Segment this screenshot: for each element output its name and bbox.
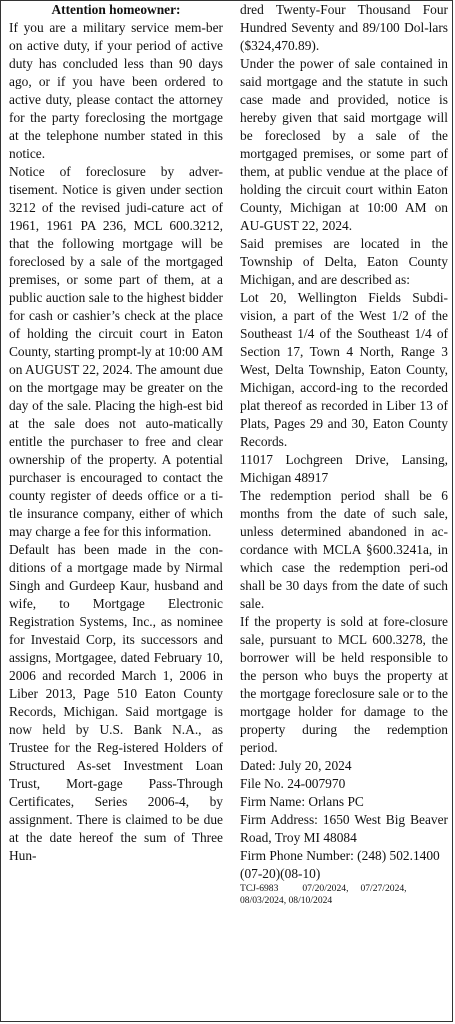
left-column bbox=[9, 1, 223, 1021]
firm-address: Firm Address: 1650 West Big Beaver Road, Troy MI 48084 bbox=[240, 812, 448, 845]
paragraph-redemption: The redemption period shall be 6 months from the date of such sale, unless determined abandoned in ac-cordance with MCLA §600.3241a, in which case the redemption peri-od shall be 30 days from the date of such sale. bbox=[240, 488, 448, 611]
right-column bbox=[240, 1, 448, 1021]
paragraph-address: 11017 Lochgreen Drive, Lansing, Michigan 48917 bbox=[240, 452, 448, 485]
paragraph-amount: dred Twenty-Four Thousand Four Hundred Seventy and 89/100 Dol-lars ($324,470.89). bbox=[240, 2, 448, 53]
firm-name: Firm Name: Orlans PC bbox=[240, 794, 364, 809]
paragraph-liability: If the property is sold at fore-closure sale, pursuant to MCL 600.3278, the borrower will be held responsible to the person who buys the property at the mortgage foreclosure sale or to the mortgage holder for damage to the property during the redemption period. bbox=[240, 614, 448, 755]
firm-phone: Firm Phone Number: (248) 502.1400 bbox=[240, 848, 440, 863]
paragraph-notice-of-foreclosure: Notice of foreclosure by adver-tisement. Notice is given under section 3212 of the revised judi-cature act of 1961, 1961 PA 236, MCL 600.3212, that the following mortgage will be foreclosed by a sale of the mortgaged premises, or some part of them, at a public auction sale to the highest bidder for cash or cashier’s check at the place of holding the circuit court in Eaton County, starting prompt-ly at 10:00 AM on AUGUST 22, 2024. The amount due on the mortgage may be greater on the day of the sale. Placing the high-est bid at the sale does not auto-matically entitle the purchaser to free and clear ownership of the property. A potential purchaser is encouraged to contact the county register of deeds office or a ti-tle insurance company, either of which may charge a fee for this information. bbox=[9, 164, 223, 539]
paragraph-power-of-sale: Under the power of sale contained in said mortgage and the statute in such case made and provided, notice is hereby given that said mortgage will be foreclosed by a sale of the mortgaged premises, or some part of them, at public vendue at the place of holding the circuit court within Eaton County, Michigan at 10:00 AM on AU-GUST 22, 2024. bbox=[240, 56, 448, 233]
dated-line: Dated: July 20, 2024 bbox=[240, 758, 352, 773]
paragraph-premises: Said premises are located in the Township of Delta, Eaton County Michigan, and are described as: bbox=[240, 236, 448, 287]
paragraph-default: Default has been made in the con-ditions of a mortgage made by Nirmal Singh and Gurdeep Kaur, husband and wife, to Mortgage Electronic Registration Systems, Inc., as nominee for Investaid Corp, its successors and assigns, Mortgagee, dated February 10, 2006 and recorded March 1, 2006 in Liber 2013, Page 510 Eaton County Records, Michigan. Said mortgage is now held by U.S. Bank N.A., as Trustee for the Reg-istered Holders of Structured As-set Investment Loan Trust, Mort-gage Pass-Through Certificates, Series 2006-4, by assignment. There is claimed to be due at the date hereof the sum of Three Hun- bbox=[9, 542, 223, 863]
publication-dates: TCJ-6983 07/20/2024, 07/27/2024, 08/03/2024, 08/10/2024 bbox=[240, 883, 407, 906]
file-number: File No. 24-007970 bbox=[240, 776, 346, 791]
publication-codes: (07-20)(08-10) bbox=[240, 866, 321, 881]
paragraph-legal-description: Lot 20, Wellington Fields Subdi-vision, a part of the West 1/2 of the Southeast 1/4 of the Southeast 1/4 of Section 17, Town 4 North, Range 3 West, Delta Township, Eaton County, Michigan, accord-ing to the recorded plat thereof as recorded in Liber 13 of Plats, Pages 29 and 30, Eaton County Records. bbox=[240, 290, 448, 449]
paragraph-military: If you are a military service mem-ber on active duty, if your period of active duty has concluded less than 90 days ago, or if you have been ordered to active duty, please contact the attorney for the party foreclosing the mortgage at the telephone number stated in this notice. bbox=[9, 20, 223, 161]
notice-heading: Attention homeowner: bbox=[51, 2, 181, 17]
